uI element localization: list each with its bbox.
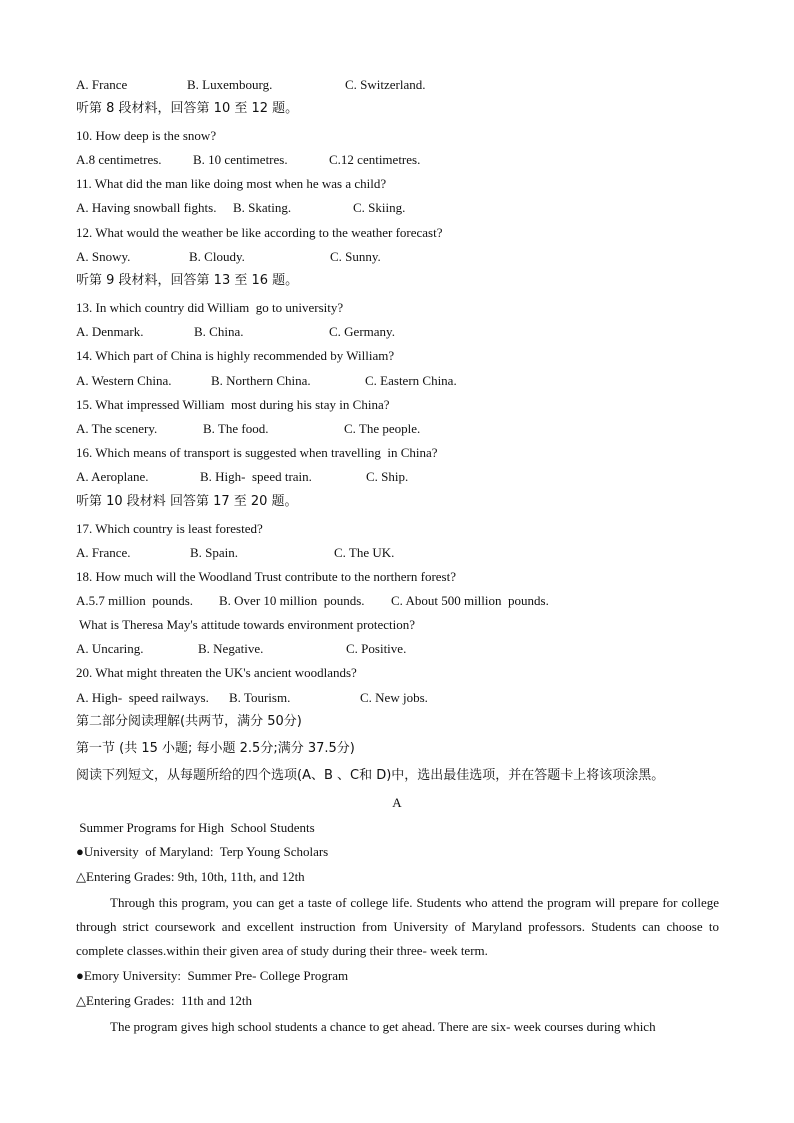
- q19-option-b: B. Negative.: [198, 641, 264, 656]
- q17-option-a: A. France.: [76, 545, 131, 560]
- q17-stem: 17. Which country is least forested?: [76, 521, 263, 536]
- q19-option-c: C. Positive.: [346, 641, 407, 656]
- q18-option-a: A.5.7 million pounds.: [76, 593, 194, 608]
- q20-stem: 20. What might threaten the UK's ancient woodlands?: [76, 665, 357, 680]
- q11-option-c: C. Skiing.: [353, 200, 406, 215]
- q15-option-b: B. The food.: [203, 421, 269, 436]
- q11-stem: 11. What did the man like doing most when he was a child?: [76, 176, 387, 191]
- q9-option-a: A. France: [76, 77, 128, 92]
- q17-option-b: B. Spain.: [190, 545, 239, 560]
- q16-option-c: C. Ship.: [366, 469, 409, 484]
- q12-option-a: A. Snowy.: [76, 249, 131, 264]
- q12-option-c: C. Sunny.: [330, 249, 381, 264]
- section-10-heading: 听第 10 段材料 回答第 17 至 20 题。: [76, 494, 298, 509]
- program-1-description: Through this program, you can get a taste of college life. Students who attend the program will prepare for college through strict coursework and excellent instruction from University of Maryland professors. Students can choose to complete classes.within their given area of study during their three- week term.: [76, 895, 719, 958]
- q15-option-c: C. The people.: [344, 421, 421, 436]
- q10-option-c: C.12 centimetres.: [329, 152, 421, 167]
- program-2-grades: △Entering Grades: 11th and 12th: [76, 993, 252, 1008]
- section-9-heading: 听第 9 段材料，回答第 13 至 16 题。: [76, 273, 299, 288]
- q20-option-b: B. Tourism.: [229, 690, 291, 705]
- q14-option-a: A. Western China.: [76, 373, 172, 388]
- q11-option-b: B. Skating.: [233, 200, 292, 215]
- q13-stem: 13. In which country did William go to university?: [76, 300, 344, 315]
- q18-option-c: C. About 500 million pounds.: [391, 593, 549, 608]
- section-1-title: 第一节 (共 15 小题; 每小题 2.5分;满分 37.5分): [76, 741, 355, 756]
- program-1-grades: △Entering Grades: 9th, 10th, 11th, and 12th: [76, 869, 305, 884]
- q15-option-a: A. The scenery.: [76, 421, 158, 436]
- q16-stem: 16. Which means of transport is suggested when travelling in China?: [76, 445, 438, 460]
- q16-option-b: B. High- speed train.: [200, 469, 312, 484]
- q11-option-a: A. Having snowball fights.: [76, 200, 217, 215]
- q13-option-a: A. Denmark.: [76, 324, 144, 339]
- q16-option-a: A. Aeroplane.: [76, 469, 149, 484]
- q19-stem: What is Theresa May's attitude towards environment protection?: [76, 617, 416, 632]
- passage-title: Summer Programs for High School Students: [76, 820, 315, 835]
- q19-option-a: A. Uncaring.: [76, 641, 144, 656]
- q12-option-b: B. Cloudy.: [189, 249, 245, 264]
- q14-option-b: B. Northern China.: [211, 373, 311, 388]
- section-8-heading: 听第 8 段材料，回答第 10 至 12 题。: [76, 101, 299, 116]
- q9-option-b: B. Luxembourg.: [187, 77, 273, 92]
- q15-stem: 15. What impressed William most during his stay in China?: [76, 397, 390, 412]
- q13-option-c: C. Germany.: [329, 324, 395, 339]
- q20-option-a: A. High- speed railways.: [76, 690, 209, 705]
- reading-instructions: 阅读下列短文，从每题所给的四个选项(A、B 、C和 D)中，选出最佳选项，并在答题卡上将该项涂黑。: [76, 768, 665, 783]
- q20-option-c: C. New jobs.: [360, 690, 428, 705]
- q14-option-c: C. Eastern China.: [365, 373, 457, 388]
- part-2-title: 第二部分阅读理解(共两节，满分 50分): [76, 714, 302, 729]
- q13-option-b: B. China.: [194, 324, 244, 339]
- q17-option-c: C. The UK.: [334, 545, 395, 560]
- program-2-name: ●Emory University: Summer Pre- College Program: [76, 968, 349, 983]
- passage-label: A: [392, 795, 402, 810]
- q18-stem: 18. How much will the Woodland Trust contribute to the northern forest?: [76, 569, 456, 584]
- q14-stem: 14. Which part of China is highly recommended by William?: [76, 348, 395, 363]
- q9-option-c: C. Switzerland.: [345, 77, 426, 92]
- program-1-name: ●University of Maryland: Terp Young Scholars: [76, 844, 329, 859]
- q10-option-a: A.8 centimetres.: [76, 152, 162, 167]
- q12-stem: 12. What would the weather be like according to the weather forecast?: [76, 225, 443, 240]
- q18-option-b: B. Over 10 million pounds.: [219, 593, 365, 608]
- program-2-description: The program gives high school students a chance to get ahead. There are six- week courses during which: [110, 1019, 656, 1034]
- q10-option-b: B. 10 centimetres.: [193, 152, 288, 167]
- q10-stem: 10. How deep is the snow?: [76, 128, 217, 143]
